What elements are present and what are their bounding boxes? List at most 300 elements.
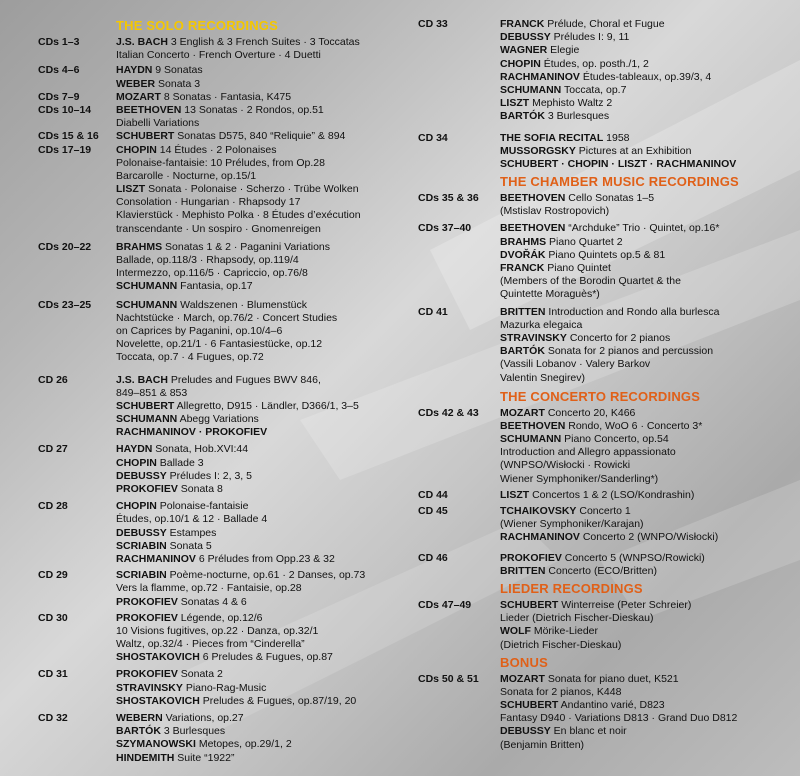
cd-entry — [418, 18, 763, 124]
composer-name: DVOŘÁK — [500, 248, 546, 261]
composer-name: HAYDN — [116, 443, 153, 456]
work-title: Estampes — [166, 526, 217, 539]
section-heading-lieder: LIEDER RECORDINGS — [500, 580, 643, 596]
work-line — [116, 49, 398, 62]
composer-name: LISZT — [116, 183, 146, 196]
cd-number: CDs 47–49 — [418, 598, 472, 611]
work-title: Variations, op.27 — [162, 712, 244, 724]
work-line — [116, 582, 398, 595]
work-title: on Caprices by Paganini, op.10/4–6 — [116, 324, 283, 337]
work-title: Toccata, op.7 — [561, 83, 627, 96]
composer-name: BRAHMS — [116, 240, 163, 253]
cd-entry — [38, 91, 398, 104]
work-line — [116, 513, 398, 526]
work-line — [116, 483, 398, 496]
composer-name: SCHUMANN — [500, 433, 562, 446]
work-title: Ballade, op.118/3 · Rhapsody, op.119/4 — [116, 254, 299, 266]
composer-name: CHOPIN — [116, 500, 157, 513]
work-title: Introduction and Rondo alla burlesca — [545, 305, 720, 318]
cd-entry — [38, 712, 398, 765]
work-line — [116, 596, 398, 609]
composer-name: DEBUSSY — [500, 31, 551, 44]
composer-name: PROKOFIEV — [116, 611, 178, 624]
work-title: 3 Burlesques — [544, 110, 610, 123]
work-title: Consolation · Hungarian · Rhapsody 17 — [116, 196, 301, 209]
cd-entry — [418, 132, 763, 172]
composer-name: HINDEMITH — [116, 751, 175, 764]
composer-name: STRAVINSKY — [116, 681, 183, 694]
work-line — [500, 145, 763, 158]
work-line — [500, 71, 763, 84]
work-title: Wiener Symphoniker/Sanderling*) — [500, 472, 659, 485]
work-title: Fantasy D940 · Variations D813 · Grand Duo D812 — [500, 712, 738, 725]
composer-name: CHOPIN — [500, 57, 541, 70]
work-title: Sonatas 1 & 2 · Paganini Variations — [162, 240, 331, 253]
composer-name: WOLF — [500, 625, 531, 638]
cd-entry — [38, 241, 398, 294]
work-title: Vers la flamme, op.72 · Fantaisie, op.28 — [116, 582, 302, 595]
work-line — [116, 144, 398, 157]
work-line — [116, 387, 398, 400]
cd-entry — [38, 443, 398, 496]
cd-entry — [38, 36, 398, 62]
composer-name: RACHMANINOV — [116, 552, 196, 565]
composer-name: RACHMANINOV — [500, 531, 580, 544]
work-line — [116, 280, 398, 293]
composer-name: SCHUMANN — [500, 83, 562, 96]
work-line — [500, 31, 763, 44]
work-line — [500, 158, 763, 171]
composer-name: J.S. BACH — [116, 373, 168, 386]
work-title: Mazurka elegaica — [500, 318, 583, 331]
cd-number: CD 45 — [418, 505, 448, 517]
composer-name: STRAVINSKY — [500, 331, 567, 344]
work-title: Concerto for 2 pianos — [566, 331, 671, 344]
cd-number: CDs 4–6 — [38, 64, 80, 77]
work-line — [500, 84, 763, 97]
work-title: 6 Préludes from Opp.23 & 32 — [195, 552, 335, 565]
composer-name: PROKOFIEV — [116, 595, 178, 608]
composer-name: SCHUBERT — [500, 699, 559, 712]
work-line — [500, 531, 763, 544]
work-line — [500, 358, 763, 371]
work-line — [116, 64, 398, 77]
composer-name: WEBER — [116, 77, 156, 90]
work-line — [116, 443, 398, 456]
work-line — [500, 625, 763, 638]
composer-name: SCHUBERT — [500, 598, 559, 611]
cd-entry — [418, 489, 763, 502]
composer-name: SCHUMANN — [116, 280, 178, 293]
work-title: 6 Preludes & Fugues, op.87 — [199, 651, 333, 664]
work-line — [116, 712, 398, 725]
cd-number: CDs 1–3 — [38, 36, 80, 48]
work-title: Piano Concerto, op.54 — [561, 433, 669, 446]
lieder-list — [418, 599, 763, 652]
composer-name: THE SOFIA RECITAL — [500, 131, 604, 144]
composer-name: PROKOFIEV — [116, 483, 178, 495]
work-line — [116, 196, 398, 209]
composer-name: SCRIABIN — [116, 539, 167, 552]
work-line — [116, 183, 398, 196]
composer-name: SHOSTAKOVICH — [116, 651, 200, 664]
right-column — [418, 18, 763, 752]
work-title: Italian Concerto · French Overture · 4 Duetti — [116, 49, 321, 62]
work-line — [116, 299, 398, 312]
work-title: Fantasia, op.17 — [177, 280, 253, 293]
cd-number: CD 27 — [38, 443, 68, 456]
work-line — [500, 262, 763, 275]
composer-name: SCHUBERT · CHOPIN · LISZT · RACHMANINOV — [500, 157, 737, 170]
cd-number: CD 34 — [418, 131, 448, 144]
work-line — [500, 473, 763, 486]
section-heading-concerto: THE CONCERTO RECORDINGS — [500, 388, 701, 404]
cd-entry — [38, 668, 398, 708]
work-line — [116, 695, 398, 708]
cd-number: CD 33 — [418, 18, 448, 30]
work-title: Concerto 5 (WNPSO/Rowicki) — [561, 551, 705, 564]
composer-name: SCHUMANN — [116, 413, 178, 426]
work-title: Piano Quintets op.5 & 81 — [545, 248, 666, 261]
work-line — [116, 170, 398, 183]
work-title: Sonata for 2 pianos and percussion — [544, 345, 714, 358]
work-title: transcendante · Un sospiro · Gnomenreigen — [116, 222, 321, 235]
work-line — [500, 505, 763, 518]
work-line — [500, 699, 763, 712]
cd-number: CDs 37–40 — [418, 222, 472, 235]
work-title: Introduction and Allegro appassionato — [500, 446, 676, 459]
work-title: Preludes & Fugues, op.87/19, 20 — [199, 694, 357, 707]
work-title: Nachtstücke · March, op.76/2 · Concert Studies — [116, 311, 338, 324]
work-line — [116, 457, 398, 470]
cd-number: CDs 7–9 — [38, 90, 80, 103]
cd-entry — [418, 306, 763, 385]
cd-entry — [418, 407, 763, 486]
work-title: Rondo, WoO 6 · Concerto 3* — [565, 419, 703, 432]
work-title: Ballade 3 — [156, 456, 204, 469]
work-title: Sonata 3 — [155, 77, 201, 90]
cd-entry — [418, 192, 763, 218]
work-line — [500, 712, 763, 725]
work-title: 3 Burlesques — [160, 725, 226, 738]
work-line — [116, 540, 398, 553]
work-line — [116, 130, 398, 143]
work-title: Polonaise-fantaisie: 10 Préludes, from Op.28 — [116, 156, 325, 169]
composer-name: SCHUMANN — [116, 298, 178, 311]
work-line — [116, 651, 398, 664]
work-title: Sonata 8 — [177, 483, 223, 495]
composer-name: SCHUBERT — [116, 399, 175, 412]
work-line — [116, 312, 398, 325]
work-line — [500, 420, 763, 433]
cd-number: CD 28 — [38, 500, 68, 513]
work-title: Piano Quartet 2 — [546, 235, 623, 248]
work-title: (Vassili Lobanov · Valery Barkov — [500, 358, 651, 371]
cd-entry — [38, 64, 398, 90]
work-title: (Benjamin Britten) — [500, 738, 585, 751]
work-line — [116, 157, 398, 170]
composer-name: BARTÓK — [500, 345, 545, 358]
work-title: Lieder (Dietrich Fischer-Dieskau) — [500, 612, 654, 625]
cd-number: CD 46 — [418, 551, 448, 564]
composer-name: HAYDN — [116, 64, 153, 77]
work-line — [116, 104, 398, 117]
cd-number: CDs 20–22 — [38, 240, 92, 253]
composer-name: MOZART — [500, 672, 545, 685]
work-line — [500, 18, 763, 31]
cd-entry — [38, 130, 398, 143]
work-title: Études, op. posth./1, 2 — [540, 57, 649, 70]
work-title: Waldszenen · Blumenstück — [177, 298, 307, 311]
work-line — [500, 58, 763, 71]
composer-name: LISZT — [500, 488, 530, 501]
cd-number: CD 30 — [38, 611, 68, 624]
cd-entry — [38, 500, 398, 566]
chamber-list — [418, 192, 763, 385]
work-title: Andantino varié, D823 — [558, 699, 665, 712]
work-line — [116, 625, 398, 638]
composer-name: J.S. BACH — [116, 36, 168, 48]
composer-name: SCRIABIN — [116, 569, 167, 582]
work-title: Mörike-Lieder — [530, 625, 599, 638]
cd-entry — [38, 569, 398, 609]
work-title: 8 Sonatas · Fantasia, K475 — [160, 90, 292, 103]
work-title: Klavierstück · Mephisto Polka · 8 Études d’exécution — [116, 209, 361, 222]
cd-entry — [418, 552, 763, 578]
work-title: Novelette, op.21/1 · 6 Fantasiestücke, op.12 — [116, 338, 323, 351]
work-title: Mephisto Waltz 2 — [529, 97, 613, 110]
work-title: “Archduke” Trio · Quintet, op.16* — [565, 222, 720, 235]
composer-name: BEETHOVEN — [500, 419, 566, 432]
work-line — [500, 97, 763, 110]
composer-name: SCHUBERT — [116, 130, 175, 143]
work-title: Abegg Variations — [177, 413, 259, 426]
composer-name: MOZART — [116, 90, 161, 103]
work-line — [500, 332, 763, 345]
work-line — [116, 400, 398, 413]
work-title: Sonata for piano duet, K521 — [544, 672, 679, 685]
work-title: 9 Sonatas — [152, 64, 203, 77]
composer-name: CHOPIN — [116, 456, 157, 469]
work-title: Waltz, op.32/4 · Pieces from “Cinderella” — [116, 638, 305, 651]
cd-number: CD 41 — [418, 305, 448, 318]
cd-number: CD 32 — [38, 712, 68, 724]
work-title: Toccata, op.7 · 4 Fugues, op.72 — [116, 351, 264, 364]
work-line — [116, 668, 398, 681]
composer-name: SZYMANOWSKI — [116, 738, 196, 751]
work-line — [116, 752, 398, 765]
work-title: (Wiener Symphoniker/Karajan) — [500, 518, 644, 531]
solo-list — [38, 36, 398, 765]
work-line — [500, 518, 763, 531]
work-line — [500, 673, 763, 686]
work-title: Polonaise-fantaisie — [156, 500, 249, 513]
work-title: (Dietrich Fischer-Dieskau) — [500, 638, 622, 651]
composer-name: DEBUSSY — [116, 469, 167, 482]
cd-entry — [418, 599, 763, 652]
work-line — [116, 638, 398, 651]
work-line — [500, 552, 763, 565]
work-line — [500, 407, 763, 420]
work-line — [500, 132, 763, 145]
work-line — [500, 306, 763, 319]
composer-name: BEETHOVEN — [500, 222, 566, 235]
work-title: Winterreise (Peter Schreier) — [558, 598, 692, 611]
work-title: Concertos 1 & 2 (LSO/Kondrashin) — [529, 488, 695, 501]
cd-entry — [418, 222, 763, 301]
cd-number: CDs 17–19 — [38, 143, 92, 156]
composer-name: BARTÓK — [500, 110, 545, 123]
work-line — [500, 319, 763, 332]
work-title: Poème-nocturne, op.61 · 2 Danses, op.73 — [166, 569, 366, 582]
cd-entry — [38, 104, 398, 130]
work-line — [116, 91, 398, 104]
work-line — [500, 599, 763, 612]
composer-name: FRANCK — [500, 262, 545, 274]
work-title: 14 Études · 2 Polonaises — [156, 143, 277, 156]
work-line — [500, 275, 763, 288]
work-title: En blanc et noir — [550, 725, 627, 738]
concerto-list — [418, 407, 763, 578]
work-line — [116, 78, 398, 91]
work-line — [116, 569, 398, 582]
work-line — [500, 249, 763, 262]
work-line — [116, 254, 398, 267]
work-line — [500, 192, 763, 205]
composer-name: FRANCK — [500, 18, 545, 30]
work-line — [500, 222, 763, 235]
work-line — [116, 553, 398, 566]
work-line — [116, 725, 398, 738]
composer-name: WEBERN — [116, 712, 163, 724]
cd-entry — [38, 144, 398, 236]
composer-name: BEETHOVEN — [500, 192, 566, 205]
work-line — [500, 565, 763, 578]
work-title: Piano Quintet — [544, 262, 611, 274]
work-title: Cello Sonatas 1–5 — [565, 192, 655, 205]
cd-number: CD 29 — [38, 569, 68, 582]
work-title: Piano-Rag-Music — [182, 681, 267, 694]
solo-recordings-column — [38, 18, 398, 765]
composer-name: DEBUSSY — [500, 725, 551, 738]
work-line — [116, 374, 398, 387]
cd-number: CD 44 — [418, 488, 448, 501]
work-title: Préludes I: 9, 11 — [550, 31, 630, 44]
composer-name: SHOSTAKOVICH — [116, 694, 200, 707]
work-title: Suite “1922” — [174, 751, 235, 764]
work-line — [500, 345, 763, 358]
cd-number: CD 31 — [38, 668, 68, 681]
composer-name: RACHMANINOV · PROKOFIEV — [116, 426, 268, 439]
work-line — [116, 209, 398, 222]
work-line — [116, 413, 398, 426]
work-line — [500, 639, 763, 652]
section-heading-bonus: BONUS — [500, 654, 548, 670]
cd-number: CDs 50 & 51 — [418, 672, 479, 685]
work-title: 849–851 & 853 — [116, 386, 188, 399]
composer-name: LISZT — [500, 97, 530, 110]
work-title: Sonatas D575, 840 “Reliquie” & 894 — [174, 130, 346, 143]
work-title: 13 Sonatas · 2 Rondos, op.51 — [181, 103, 324, 116]
top-list — [418, 18, 763, 171]
work-title: Allegretto, D915 · Ländler, D366/1, 3–5 — [174, 399, 359, 412]
composer-name: BRITTEN — [500, 305, 546, 318]
cd-number: CD 26 — [38, 373, 68, 386]
work-line — [500, 44, 763, 57]
work-line — [500, 433, 763, 446]
work-line — [116, 612, 398, 625]
work-title: Pictures at an Exhibition — [575, 144, 692, 157]
work-line — [500, 288, 763, 301]
composer-name: BEETHOVEN — [116, 103, 182, 116]
work-title: Concerto (ECO/Britten) — [545, 564, 657, 577]
cd-entry — [38, 374, 398, 440]
cd-number: CDs 15 & 16 — [38, 130, 99, 143]
work-title: Concerto 2 (WNPO/Wisłocki) — [579, 531, 719, 544]
work-title: (Mstislav Rostropovich) — [500, 205, 610, 218]
composer-name: CHOPIN — [116, 143, 157, 156]
work-title: Concerto 20, K466 — [544, 406, 636, 419]
work-title: Prélude, Choral et Fugue — [544, 18, 665, 30]
work-title: Études, op.10/1 & 12 · Ballade 4 — [116, 513, 268, 526]
composer-name: PROKOFIEV — [116, 668, 178, 681]
composer-name: WAGNER — [500, 44, 548, 57]
work-title: Sonatas 4 & 6 — [177, 595, 247, 608]
work-title: Sonata · Polonaise · Scherzo · Trübe Wolken — [145, 183, 359, 196]
work-line — [116, 36, 398, 49]
work-title: Préludes I: 2, 3, 5 — [166, 469, 252, 482]
bonus-list — [418, 673, 763, 752]
work-title: 1958 — [603, 131, 630, 144]
work-title: 3 English & 3 French Suites · 3 Toccatas — [167, 36, 360, 48]
cd-number: CDs 10–14 — [38, 103, 92, 116]
work-title: Valentin Snegirev) — [500, 371, 586, 384]
work-title: Metopes, op.29/1, 2 — [195, 738, 292, 751]
work-title: Preludes and Fugues BWV 846, — [167, 373, 321, 386]
work-title: (Members of the Borodin Quartet & the — [500, 275, 681, 288]
work-line — [500, 446, 763, 459]
work-line — [116, 470, 398, 483]
cd-entry — [418, 673, 763, 752]
work-line — [116, 738, 398, 751]
composer-name: BARTÓK — [116, 725, 161, 738]
work-title: Études-tableaux, op.39/3, 4 — [579, 70, 712, 83]
work-line — [116, 500, 398, 513]
composer-name: MOZART — [500, 406, 545, 419]
work-title: (WNPSO/Wisłocki · Rowicki — [500, 459, 631, 472]
work-line — [500, 459, 763, 472]
work-line — [116, 338, 398, 351]
cd-number: CDs 23–25 — [38, 298, 92, 311]
composer-name: BRITTEN — [500, 564, 546, 577]
work-line — [116, 682, 398, 695]
work-line — [500, 612, 763, 625]
work-title: Elegie — [547, 44, 580, 57]
work-title: Diabelli Variations — [116, 117, 200, 130]
composer-name: TCHAIKOVSKY — [500, 505, 577, 517]
cd-entry — [38, 612, 398, 665]
composer-name: BRAHMS — [500, 235, 547, 248]
work-line — [116, 223, 398, 236]
work-line — [116, 351, 398, 364]
composer-name: RACHMANINOV — [500, 70, 580, 83]
work-title: Sonata, Hob.XVI:44 — [152, 443, 249, 456]
section-heading-chamber: THE CHAMBER MUSIC RECORDINGS — [500, 174, 739, 190]
work-line — [116, 325, 398, 338]
work-title: Sonata for 2 pianos, K448 — [500, 685, 622, 698]
cd-entry — [38, 299, 398, 365]
work-line — [116, 426, 398, 439]
